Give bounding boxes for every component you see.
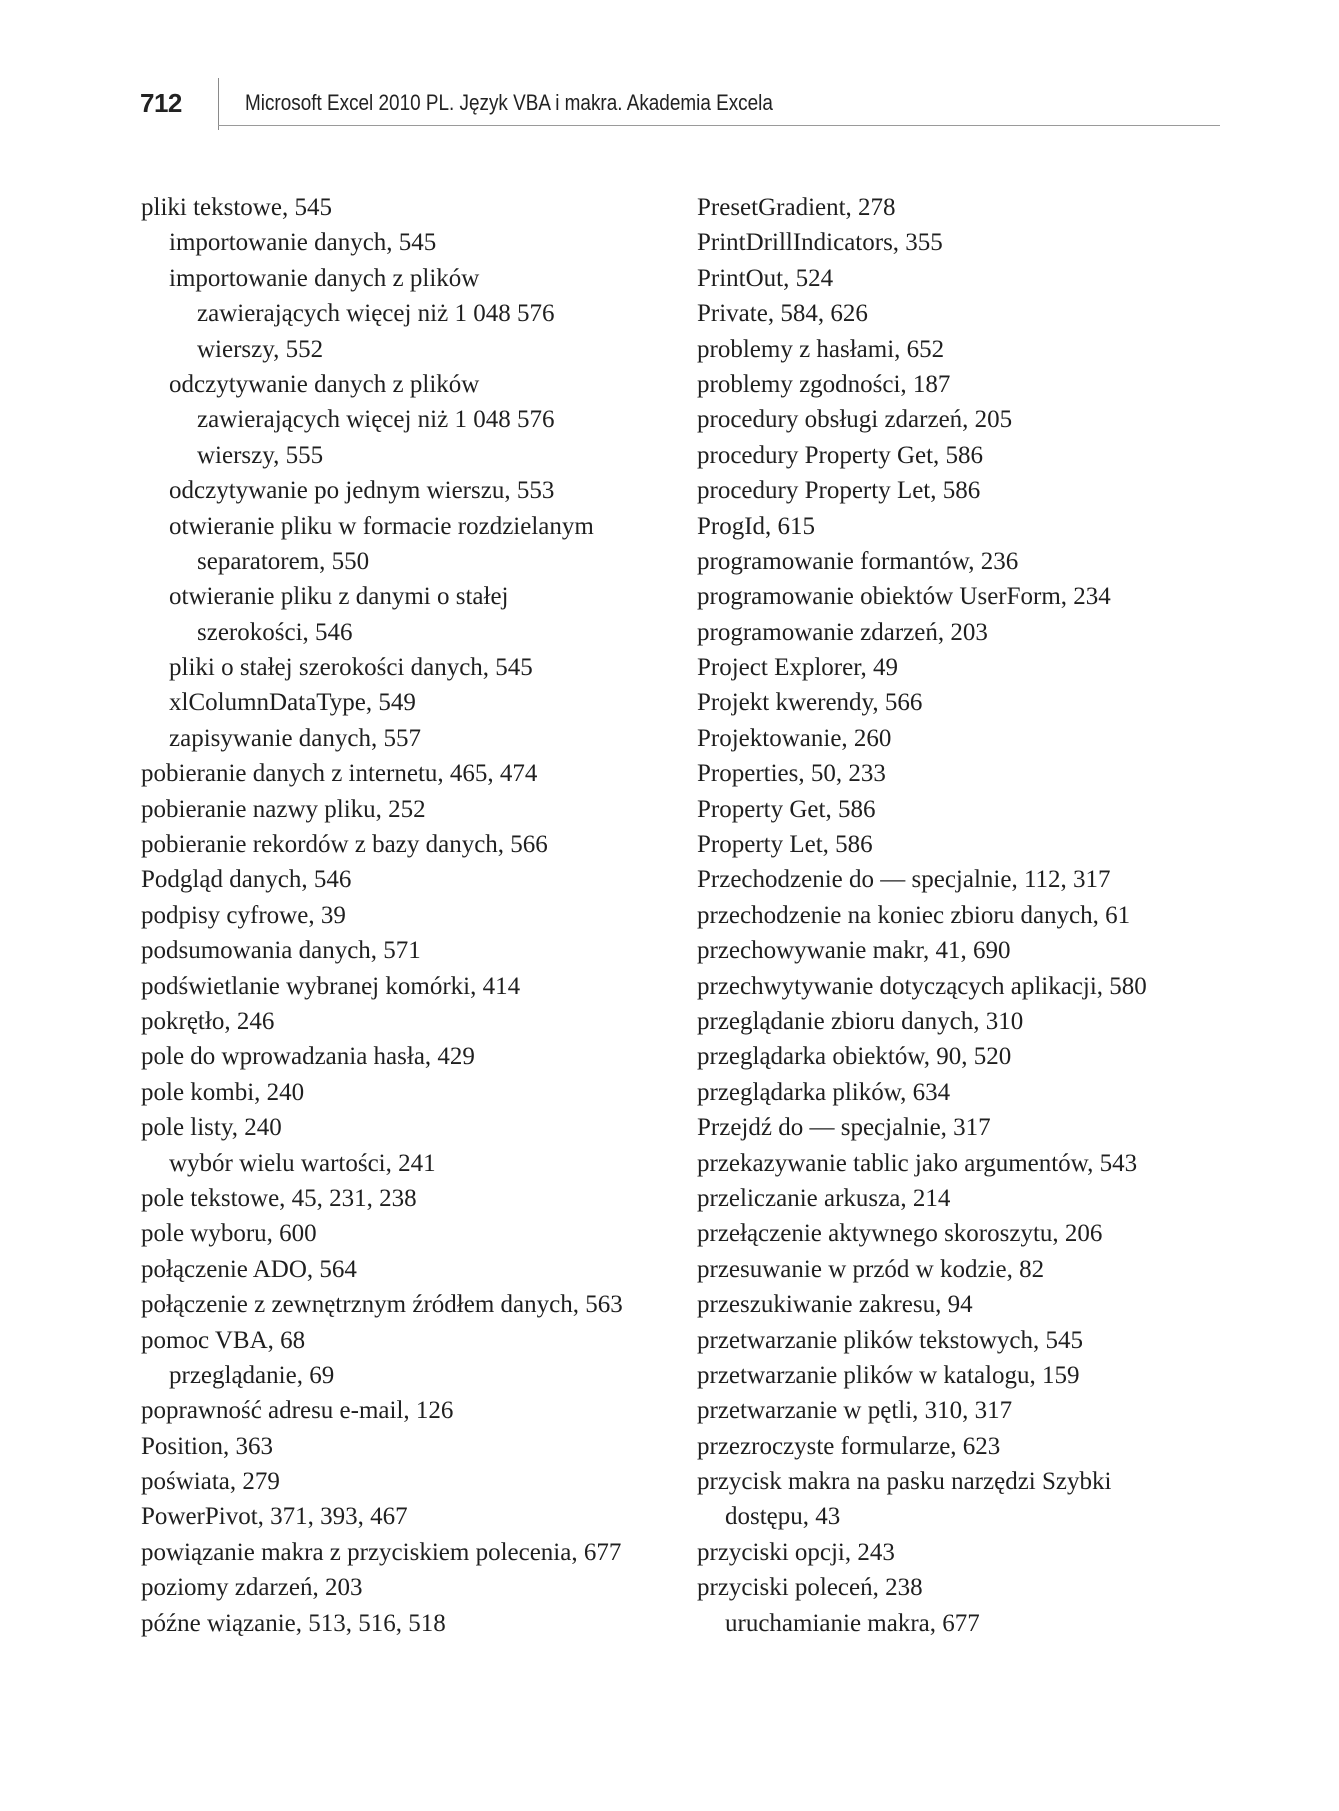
index-entry: przekazywanie tablic jako argumentów, 543 (697, 1149, 1138, 1177)
index-subentry: importowanie danych, 545 (169, 229, 437, 257)
index-entry: pobieranie nazwy pliku, 252 (141, 795, 426, 823)
index-entry: poziomy zdarzeń, 203 (141, 1574, 363, 1602)
index-column-right (697, 190, 1257, 1641)
index-subentry: xlColumnDataType, 549 (169, 689, 416, 717)
index-entry: przetwarzanie plików tekstowych, 545 (697, 1326, 1083, 1354)
index-entry: programowanie formantów, 236 (697, 547, 1019, 575)
index-entry: PrintOut, 524 (697, 264, 834, 292)
index-entry: Project Explorer, 49 (697, 654, 899, 682)
page-number: 712 (140, 88, 182, 118)
index-entry: programowanie obiektów UserForm, 234 (697, 583, 1111, 611)
index-entry: procedury Property Get, 586 (697, 441, 984, 469)
index-entry: Position, 363 (141, 1432, 273, 1460)
index-subentry: pliki o stałej szerokości danych, 545 (169, 654, 533, 682)
index-entry: Projektowanie, 260 (697, 724, 892, 752)
index-entry: procedury obsługi zdarzeń, 205 (697, 406, 1013, 434)
index-entry: przełączenie aktywnego skoroszytu, 206 (697, 1220, 1103, 1248)
page-header (140, 78, 1220, 130)
index-subentry: separatorem, 550 (197, 547, 370, 575)
index-entry: przechodzenie na koniec zbioru danych, 61 (697, 901, 1131, 929)
index-entry: problemy zgodności, 187 (697, 370, 951, 398)
index-entry: Przejdź do — specjalnie, 317 (697, 1114, 991, 1142)
index-subentry: zawierających więcej niż 1 048 576 (197, 406, 555, 434)
index-subentry: szerokości, 546 (197, 618, 353, 646)
index-entry: pole kombi, 240 (141, 1078, 305, 1106)
index-entry: późne wiązanie, 513, 516, 518 (141, 1609, 446, 1637)
index-subentry: zawierających więcej niż 1 048 576 (197, 300, 555, 328)
index-entry: przycisk makra na pasku narzędzi Szybki (697, 1468, 1112, 1496)
index-entry: przeszukiwanie zakresu, 94 (697, 1291, 973, 1319)
index-subentry: uruchamianie makra, 677 (725, 1609, 980, 1637)
index-entry: przyciski poleceń, 238 (697, 1574, 923, 1602)
index-subentry: zapisywanie danych, 557 (169, 724, 422, 752)
index-entry: pole tekstowe, 45, 231, 238 (141, 1184, 417, 1212)
index-entry: programowanie zdarzeń, 203 (697, 618, 988, 646)
index-subentry: przeglądanie, 69 (169, 1361, 335, 1389)
index-entry: pomoc VBA, 68 (141, 1326, 306, 1354)
index-entry: Projekt kwerendy, 566 (697, 689, 923, 717)
index-entry: połączenie z zewnętrznym źródłem danych, 563 (141, 1291, 623, 1319)
index-subentry: odczytywanie po jednym wierszu, 553 (169, 477, 555, 505)
index-entry: pobieranie danych z internetu, 465, 474 (141, 760, 538, 788)
index-entry: przetwarzanie w pętli, 310, 317 (697, 1397, 1013, 1425)
index-entry: pole do wprowadzania hasła, 429 (141, 1043, 475, 1071)
index-entry: przeglądanie zbioru danych, 310 (697, 1007, 1024, 1035)
index-subentry: wybór wielu wartości, 241 (169, 1149, 436, 1177)
header-rule (218, 125, 1220, 126)
index-entry: ProgId, 615 (697, 512, 816, 540)
index-entry: przeglądarka obiektów, 90, 520 (697, 1043, 1012, 1071)
index-entry: Podgląd danych, 546 (141, 866, 352, 894)
index-subentry: otwieranie pliku z danymi o stałej (169, 583, 509, 611)
index-entry: podświetlanie wybranej komórki, 414 (141, 972, 521, 1000)
running-title: Microsoft Excel 2010 PL. Język VBA i makra. Akademia Excela (245, 90, 773, 115)
index-entry: powiązanie makra z przyciskiem polecenia, 677 (141, 1538, 622, 1566)
index-entry: Property Let, 586 (697, 831, 873, 859)
index-column-left (141, 190, 681, 1641)
index-entry: przetwarzanie plików w katalogu, 159 (697, 1361, 1080, 1389)
index-entry: problemy z hasłami, 652 (697, 335, 945, 363)
index-entry: przesuwanie w przód w kodzie, 82 (697, 1255, 1045, 1283)
index-subentry: wierszy, 555 (197, 441, 324, 469)
index-entry: Properties, 50, 233 (697, 760, 886, 788)
index-subentry: dostępu, 43 (725, 1503, 841, 1531)
index-entry: poprawność adresu e-mail, 126 (141, 1397, 454, 1425)
index-subentry: odczytywanie danych z plików (169, 370, 480, 398)
index-subentry: otwieranie pliku w formacie rozdzielanym (169, 512, 594, 540)
index-entry: przechowywanie makr, 41, 690 (697, 937, 1011, 965)
index-entry: przyciski opcji, 243 (697, 1538, 895, 1566)
index-entry: pole listy, 240 (141, 1114, 282, 1142)
index-subentry: wierszy, 552 (197, 335, 324, 363)
index-entry: PrintDrillIndicators, 355 (697, 229, 943, 257)
index-entry: PowerPivot, 371, 393, 467 (141, 1503, 408, 1531)
index-entry: podpisy cyfrowe, 39 (141, 901, 346, 929)
index-entry: pokrętło, 246 (141, 1007, 275, 1035)
index-entry: PresetGradient, 278 (697, 194, 896, 221)
index-entry: Przechodzenie do — specjalnie, 112, 317 (697, 866, 1111, 894)
header-divider (218, 78, 219, 130)
index-entry: pliki tekstowe, 545 (141, 194, 332, 221)
index-entry: poświata, 279 (141, 1468, 280, 1496)
index-entry: połączenie ADO, 564 (141, 1255, 357, 1283)
index-entry: procedury Property Let, 586 (697, 477, 981, 505)
index-entry: pole wyboru, 600 (141, 1220, 317, 1248)
index-subentry: importowanie danych z plików (169, 264, 480, 292)
index-entry: przeliczanie arkusza, 214 (697, 1184, 951, 1212)
index-entry: przeglądarka plików, 634 (697, 1078, 951, 1106)
index-entry: Private, 584, 626 (697, 300, 868, 328)
index-entry: podsumowania danych, 571 (141, 937, 421, 965)
index-entry: Property Get, 586 (697, 795, 876, 823)
index-entry: przezroczyste formularze, 623 (697, 1432, 1001, 1460)
index-entry: przechwytywanie dotyczących aplikacji, 580 (697, 972, 1147, 1000)
index-entry: pobieranie rekordów z bazy danych, 566 (141, 831, 548, 859)
